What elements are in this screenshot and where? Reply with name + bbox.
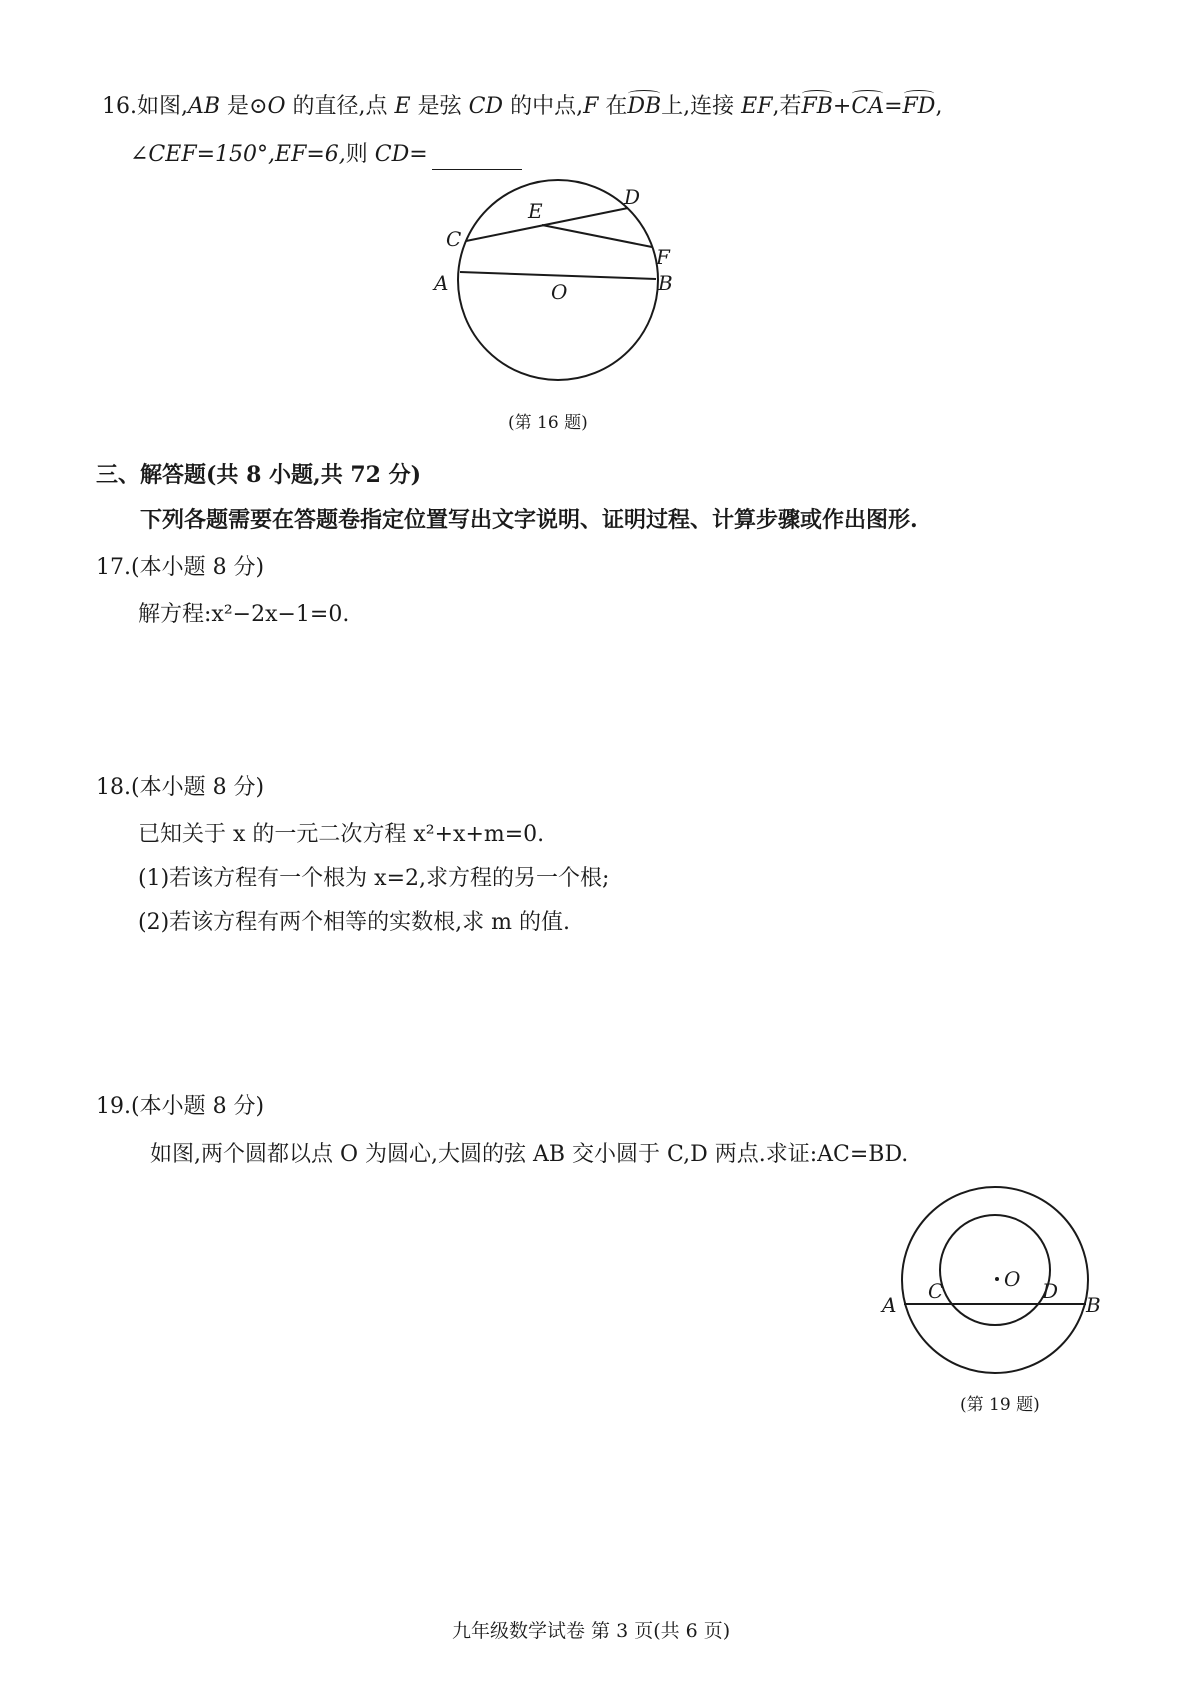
section-note: 下列各题需要在答题卷指定位置写出文字说明、证明过程、计算步骤或作出图形.: [140, 507, 918, 533]
label-d: D: [624, 185, 641, 209]
label-b: B: [658, 271, 673, 295]
label-o: O: [551, 280, 568, 304]
q16-caption: (第 16 题): [508, 413, 588, 433]
answer-blank: [432, 147, 522, 170]
q18-line2: (1)若该方程有一个根为 x=2,求方程的另一个根;: [138, 866, 610, 891]
segment-ef: [542, 225, 652, 247]
arc-ca: CA: [851, 92, 884, 122]
diameter-ab: [460, 272, 656, 279]
q17-header: 17.(本小题 8 分): [96, 555, 265, 580]
q18-line3: (2)若该方程有两个相等的实数根,求 m 的值.: [138, 910, 570, 935]
label-a: A: [882, 1293, 897, 1317]
label-c: C: [928, 1279, 944, 1303]
q18-header: 18.(本小题 8 分): [96, 775, 265, 800]
label-o: O: [1004, 1267, 1021, 1291]
label-a: A: [434, 271, 449, 295]
label-d: D: [1042, 1279, 1059, 1303]
q18-line1: 已知关于 x 的一元二次方程 x²+x+m=0.: [138, 822, 545, 847]
arc-db: DB: [627, 92, 661, 122]
arc-fb: FB: [801, 92, 832, 122]
arc-fd: FD: [903, 92, 936, 122]
page-footer: 九年级数学试卷 第 3 页(共 6 页): [452, 1620, 731, 1642]
q19-header: 19.(本小题 8 分): [96, 1094, 265, 1119]
label-b: B: [1086, 1293, 1101, 1317]
q19-text: 如图,两个圆都以点 O 为圆心,大圆的弦 AB 交小圆于 C,D 两点.求证:AC=BD.: [150, 1142, 909, 1167]
section-heading: 三、解答题(共 8 小题,共 72 分): [96, 462, 422, 488]
q16-line2: ∠CEF=150°,EF=6,则 CD=: [130, 140, 522, 170]
q19-caption: (第 19 题): [960, 1395, 1040, 1415]
label-f: F: [656, 245, 670, 269]
center-dot: [995, 1277, 999, 1281]
small-circle: [940, 1215, 1050, 1325]
label-c: C: [446, 227, 462, 251]
q16-line1: 16.如图,AB 是⊙O 的直径,点 E 是弦 CD 的中点,F 在DB上,连接 EF,若FB+CA=FD,: [102, 92, 942, 122]
q16-figure: [420, 175, 700, 405]
q16-number: 16.: [102, 94, 137, 119]
label-e: E: [528, 199, 543, 223]
q17-text: 解方程:x²−2x−1=0.: [138, 602, 350, 627]
q19-figure: [880, 1180, 1120, 1390]
chord-cd: [466, 208, 628, 241]
